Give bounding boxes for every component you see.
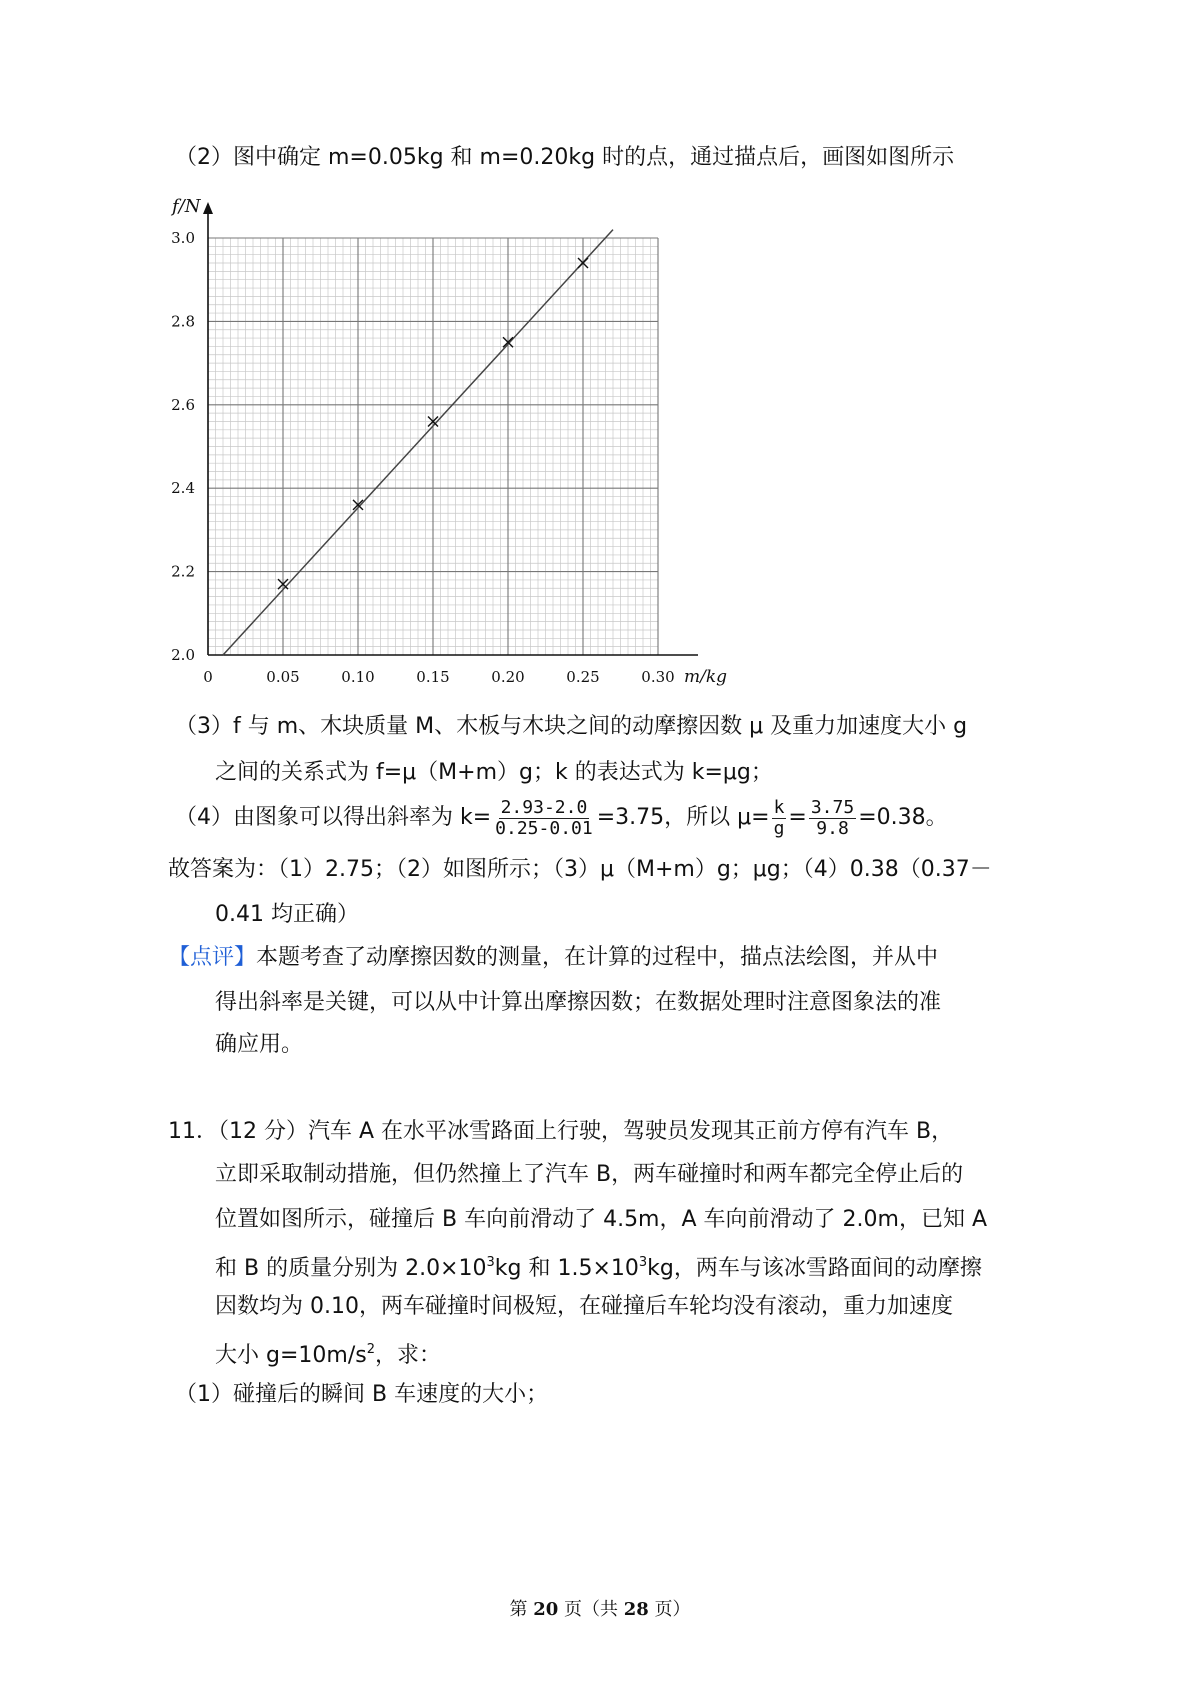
q11-line3: 位置如图所示，碰撞后 B 车向前滑动了 4.5m，A 车向前滑动了 2.0m，已知 A <box>215 1207 987 1232</box>
q11-line4 <box>215 1248 982 1284</box>
chart-axes <box>203 202 698 655</box>
part3-line2: 之间的关系式为 f=μ（M+m）g；k 的表达式为 k=μg； <box>215 760 773 785</box>
slope-numerator: 2.93-2.0 <box>500 796 588 818</box>
exponent: 3 <box>486 1255 495 1270</box>
x-tick-label: 0.15 <box>416 668 450 686</box>
part4-mid: =3.75，所以 μ= <box>596 805 770 830</box>
footer-pre: 第 <box>509 1599 534 1620</box>
q11-line6-b: ，求： <box>374 1343 441 1368</box>
x-tick-label: 0.30 <box>641 668 675 686</box>
x-axis-label: m/kg <box>684 667 728 687</box>
exponent: 2 <box>366 1342 375 1357</box>
footer-page-number: 20 <box>533 1599 559 1620</box>
exponent: 3 <box>638 1255 648 1270</box>
q11-line2: 立即采取制动措施，但仍然撞上了汽车 B，两车碰撞时和两车都完全停止后的 <box>215 1162 964 1187</box>
mu-denominator-g: g <box>773 817 785 839</box>
comment-line3: 确应用。 <box>215 1032 304 1057</box>
part4-eq: = <box>788 805 807 830</box>
footer-mid: 页（共 <box>558 1599 624 1620</box>
mu-denominator-value: 9.8 <box>816 817 849 839</box>
x-tick-label: 0.20 <box>491 668 525 686</box>
y-tick-label: 2.6 <box>171 395 195 414</box>
slope-denominator: 0.25-0.01 <box>495 817 593 839</box>
q11-line1: 11．（12 分）汽车 A 在水平冰雪路面上行驶，驾驶员发现其正前方停有汽车 B， <box>168 1119 954 1144</box>
q11-sub1: （1）碰撞后的瞬间 B 车速度的大小； <box>175 1382 549 1407</box>
q11-line6-a: 大小 g=10m/s <box>215 1343 367 1368</box>
q11-line6 <box>215 1335 441 1371</box>
part4-suffix: =0.38。 <box>858 805 948 830</box>
comment-line1 <box>168 943 938 973</box>
comment-tag: 【点评】 <box>168 945 257 970</box>
x-tick-label: 0.25 <box>566 668 600 686</box>
mu-fraction-numeric <box>809 798 856 839</box>
mu-fraction-symbolic <box>772 798 787 839</box>
footer-total-pages: 28 <box>623 1599 649 1620</box>
mu-numerator-k: k <box>773 796 785 818</box>
y-axis-arrow <box>203 202 213 214</box>
answer-line2: 0.41 均正确） <box>215 902 359 927</box>
friction-mass-chart <box>160 196 740 696</box>
mu-numerator-value: 3.75 <box>810 796 855 818</box>
y-tick-label: 2.2 <box>171 562 195 581</box>
x-tick-label: 0 <box>203 668 213 686</box>
page-footer <box>0 1595 1200 1621</box>
comment-text1: 本题考查了动摩擦因数的测量，在计算的过程中，描点法绘图，并从中 <box>256 945 939 970</box>
q11-line4-c: kg，两车与该冰雪路面间的动摩擦 <box>647 1256 982 1281</box>
x-tick-label: 0.10 <box>341 668 375 686</box>
y-axis-label: f/N <box>172 196 201 217</box>
part2-text: （2）图中确定 m=0.05kg 和 m=0.20kg 时的点，通过描点后，画图如图所示 <box>175 145 955 170</box>
q11-line5: 因数均为 0.10，两车碰撞时间极短，在碰撞后车轮均没有滚动，重力加速度 <box>215 1294 953 1319</box>
y-tick-label: 2.0 <box>171 646 195 664</box>
part4-prefix: （4）由图象可以得出斜率为 k= <box>175 805 492 830</box>
q11-line4-a: 和 B 的质量分别为 2.0×10 <box>215 1256 487 1281</box>
footer-post: 页） <box>648 1599 691 1620</box>
slope-fraction <box>493 798 595 839</box>
y-tick-label: 2.8 <box>171 312 195 331</box>
answer-line1: 故答案为：（1）2.75；（2）如图所示；（3）μ（M+m）g；μg；（4）0.38（0.37－ <box>168 857 992 882</box>
comment-line2: 得出斜率是关键，可以从中计算出摩擦因数；在数据处理时注意图象法的准 <box>215 990 942 1015</box>
y-tick-label: 2.4 <box>171 479 195 498</box>
q11-line4-b: kg 和 1.5×10 <box>494 1256 639 1281</box>
y-tick-label: 3.0 <box>171 229 195 247</box>
part3-line1: （3）f 与 m、木块质量 M、木板与木块之间的动摩擦因数 μ 及重力加速度大小 g <box>175 714 968 739</box>
part4-line <box>175 798 948 838</box>
x-tick-label: 0.05 <box>266 668 300 686</box>
